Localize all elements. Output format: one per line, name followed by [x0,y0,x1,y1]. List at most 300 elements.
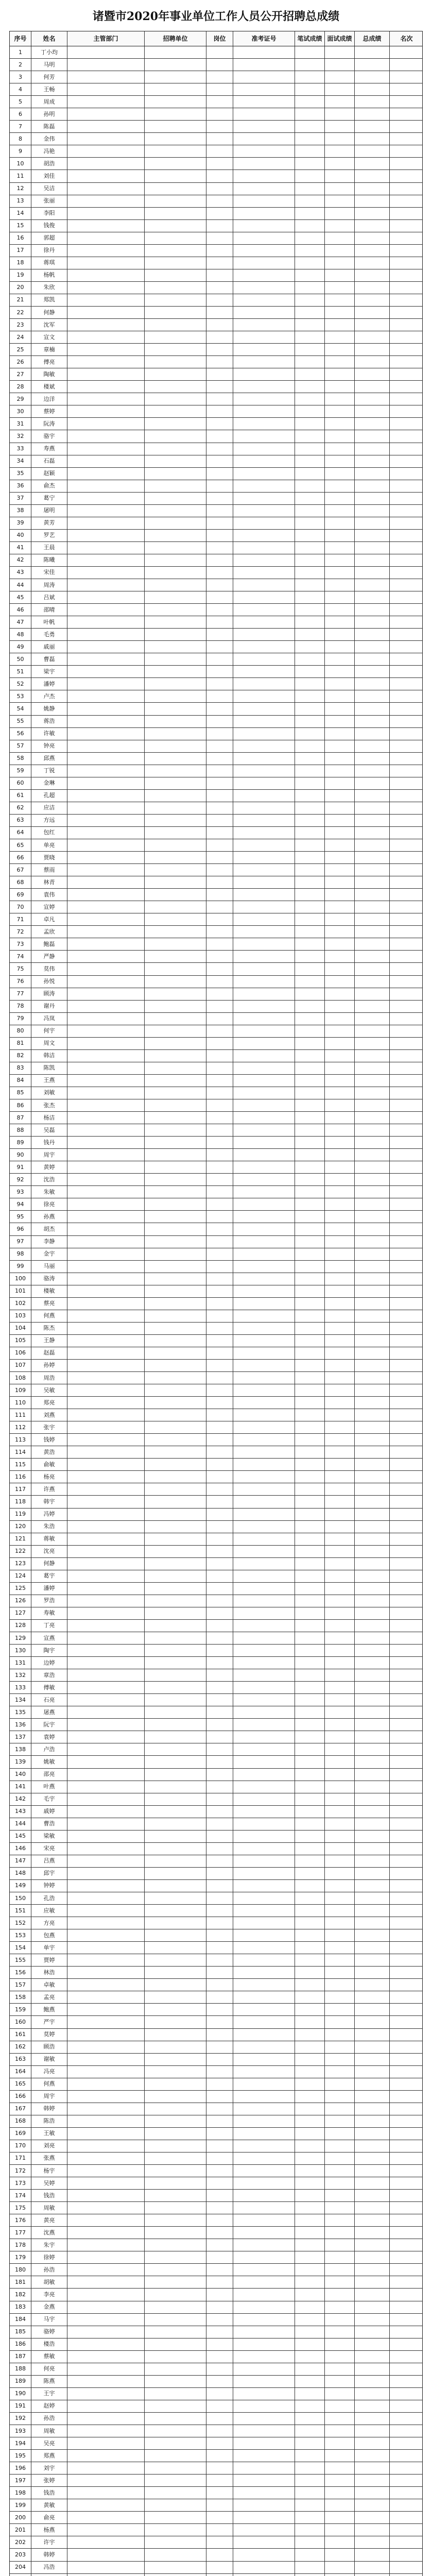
header-written-score: 笔试成绩 [295,31,325,46]
row-written-score [295,505,325,517]
row-name: 冯浩 [31,2562,67,2573]
row-written-score [295,1706,325,1718]
row-written-score [295,2214,325,2226]
row-rank [390,1967,423,1978]
row-post [206,1223,233,1235]
row-serial: 149 [10,1880,31,1892]
row-employer [145,2351,206,2363]
row-name: 孙悦 [31,976,67,988]
table-row [10,1298,422,1310]
row-name: 李静 [31,1236,67,1248]
row-serial: 158 [10,1991,31,2003]
row-written-score [295,542,325,554]
row-serial: 5 [10,96,31,108]
row-post [206,1124,233,1136]
table-row [10,815,422,827]
row-written-score [295,2388,325,2400]
row-serial: 151 [10,1905,31,1917]
row-employer [145,2041,206,2053]
row-employer [145,2562,206,2573]
row-interview-score [325,988,355,1000]
row-name: 张杰 [31,1099,67,1111]
table-row [10,220,422,232]
row-ticket [233,1583,295,1595]
row-employer [145,2499,206,2511]
row-name: 罗浩 [31,1595,67,1607]
row-rank [390,1632,423,1644]
row-rank [390,542,423,554]
row-employer [145,740,206,752]
row-total-score [355,2029,390,2041]
table-row [10,1892,422,1905]
row-interview-score [325,554,355,566]
row-employer [145,1855,206,1867]
row-serial: 49 [10,641,31,653]
row-department [67,1546,145,1557]
row-total-score [355,2450,390,2462]
row-employer [145,530,206,541]
row-interview-score [325,307,355,318]
row-name: 张燕 [31,2153,67,2164]
row-interview-score [325,815,355,826]
row-ticket [233,2499,295,2511]
row-post [206,2128,233,2140]
row-department [67,2301,145,2313]
row-department [67,2425,145,2437]
row-serial: 58 [10,753,31,765]
row-ticket [233,108,295,120]
row-interview-score [325,1372,355,1384]
table-row [10,2549,422,2561]
row-department [67,1013,145,1025]
table-row [10,2301,422,2314]
row-ticket [233,1298,295,1310]
row-total-score [355,232,390,244]
row-rank [390,1905,423,1917]
row-written-score [295,1743,325,1755]
row-written-score [295,1149,325,1161]
row-rank [390,1595,423,1607]
row-post [206,505,233,517]
row-written-score [295,1471,325,1483]
row-serial: 161 [10,2029,31,2041]
row-employer [145,1806,206,1818]
row-total-score [355,96,390,108]
row-rank [390,530,423,541]
row-employer [145,2054,206,2065]
row-ticket [233,1558,295,1570]
row-serial: 150 [10,1892,31,1904]
row-employer [145,96,206,108]
table-row [10,108,422,121]
table-row [10,678,422,690]
row-rank [390,2524,423,2536]
row-total-score [355,1917,390,1929]
row-post [206,1347,233,1359]
row-written-score [295,2016,325,2028]
row-rank [390,2314,423,2326]
table-row [10,1149,422,1161]
row-rank [390,2115,423,2127]
row-total-score [355,1706,390,1718]
row-written-score [295,567,325,579]
row-ticket [233,604,295,616]
table-row [10,1285,422,1298]
row-written-score [295,108,325,120]
row-department [67,988,145,1000]
row-rank [390,2140,423,2152]
row-rank [390,815,423,826]
row-department [67,1409,145,1421]
row-written-score [295,2227,325,2239]
table-row [10,1521,422,1533]
row-rank [390,678,423,690]
row-department [67,2165,145,2177]
row-interview-score [325,393,355,405]
row-post [206,2388,233,2400]
row-post [206,1620,233,1632]
row-department [67,1719,145,1731]
row-ticket [233,2029,295,2041]
row-rank [390,1137,423,1148]
row-total-score [355,170,390,182]
row-written-score [295,356,325,368]
row-post [206,815,233,826]
row-post [206,2227,233,2239]
row-post [206,1099,233,1111]
table-row [10,158,422,170]
table-row [10,2437,422,2450]
row-serial: 16 [10,232,31,244]
row-written-score [295,1855,325,1867]
row-employer [145,1174,206,1185]
row-interview-score [325,2177,355,2189]
row-employer [145,926,206,938]
row-total-score [355,59,390,71]
row-name: 方远 [31,815,67,826]
row-interview-score [325,2462,355,2474]
row-rank [390,889,423,901]
table-row [10,2326,422,2338]
row-name: 郑凯 [31,294,67,306]
table-row [10,1459,422,1471]
row-written-score [295,802,325,814]
row-name: 骆婷 [31,2326,67,2338]
row-ticket [233,938,295,950]
row-total-score [355,1806,390,1818]
row-serial: 186 [10,2338,31,2350]
row-name: 俞杰 [31,480,67,492]
row-total-score [355,319,390,331]
row-post [206,901,233,913]
row-interview-score [325,1013,355,1025]
row-ticket [233,158,295,170]
row-written-score [295,1632,325,1644]
row-department [67,1483,145,1495]
row-post [206,46,233,58]
row-serial: 97 [10,1236,31,1248]
row-interview-score [325,1880,355,1892]
row-department [67,1360,145,1371]
row-name: 朱敏 [31,1186,67,1198]
row-interview-score [325,1186,355,1198]
row-ticket [233,2338,295,2350]
row-written-score [295,1298,325,1310]
row-total-score [355,1236,390,1248]
row-serial: 194 [10,2437,31,2449]
row-total-score [355,1298,390,1310]
row-employer [145,1471,206,1483]
row-department [67,2536,145,2548]
row-department [67,2103,145,2115]
row-interview-score [325,1607,355,1619]
row-serial: 96 [10,1223,31,1235]
row-rank [390,1261,423,1273]
header-name: 姓名 [31,31,67,46]
row-post [206,1546,233,1557]
row-name: 朱宇 [31,2239,67,2251]
row-name: 章楠 [31,344,67,355]
row-total-score [355,1013,390,1025]
row-rank [390,1756,423,1768]
row-name: 胡浩 [31,158,67,170]
row-employer [145,2140,206,2152]
row-post [206,2190,233,2201]
row-written-score [295,2338,325,2350]
row-total-score [355,1657,390,1669]
row-rank [390,2351,423,2363]
row-name: 贾晓 [31,852,67,863]
row-rank [390,1558,423,1570]
row-total-score [355,2388,390,2400]
row-ticket [233,777,295,789]
row-serial: 15 [10,220,31,232]
row-department [67,1558,145,1570]
row-employer [145,2338,206,2350]
row-department [67,319,145,331]
row-total-score [355,1360,390,1371]
row-post [206,2462,233,2474]
row-written-score [295,889,325,901]
row-written-score [295,393,325,405]
row-interview-score [325,2041,355,2053]
row-rank [390,554,423,566]
row-name: 吴磊 [31,1124,67,1136]
row-ticket [233,926,295,938]
row-serial: 93 [10,1186,31,1198]
row-written-score [295,1793,325,1805]
row-name: 何芳 [31,71,67,83]
table-row [10,2276,422,2289]
row-written-score [295,1843,325,1855]
table-row [10,690,422,703]
row-name: 宣文 [31,331,67,343]
row-rank [390,2029,423,2041]
row-written-score [295,616,325,628]
table-row [10,1806,422,1818]
row-name: 林浩 [31,1967,67,1978]
row-name: 王静 [31,1335,67,1347]
row-total-score [355,1471,390,1483]
row-rank [390,2475,423,2486]
row-serial: 43 [10,567,31,579]
row-department [67,1248,145,1260]
row-employer [145,2202,206,2214]
row-serial: 118 [10,1496,31,1507]
row-total-score [355,1533,390,1545]
row-interview-score [325,2363,355,2375]
row-post [206,839,233,851]
table-row [10,913,422,926]
row-total-score [355,2301,390,2313]
table-row [10,1236,422,1248]
table-row [10,1509,422,1521]
row-interview-score [325,1793,355,1805]
row-total-score [355,269,390,281]
row-post [206,1310,233,1322]
row-written-score [295,1323,325,1334]
row-rank [390,1868,423,1879]
row-written-score [295,1645,325,1656]
row-department [67,2363,145,2375]
row-department [67,368,145,380]
row-employer [145,591,206,603]
row-post [206,1905,233,1917]
row-serial: 176 [10,2214,31,2226]
table-row [10,1669,422,1682]
row-serial: 51 [10,666,31,677]
table-row [10,1335,422,1347]
row-department [67,480,145,492]
row-post [206,405,233,417]
table-row [10,505,422,517]
table-row [10,790,422,802]
row-written-score [295,1533,325,1545]
row-ticket [233,2165,295,2177]
row-written-score [295,1211,325,1223]
row-post [206,2091,233,2103]
row-post [206,2276,233,2288]
row-employer [145,319,206,331]
row-total-score [355,2276,390,2288]
row-interview-score [325,802,355,814]
row-total-score [355,121,390,132]
row-ticket [233,1905,295,1917]
row-employer [145,108,206,120]
row-employer [145,629,206,640]
row-department [67,1161,145,1173]
table-row [10,938,422,951]
row-name: 蒋敏 [31,1533,67,1545]
row-ticket [233,554,295,566]
row-employer [145,393,206,405]
row-serial: 203 [10,2549,31,2561]
row-total-score [355,83,390,95]
row-department [67,430,145,442]
row-employer [145,1731,206,1743]
row-written-score [295,1062,325,1074]
row-serial: 65 [10,839,31,851]
row-name: 单亮 [31,839,67,851]
row-rank [390,1087,423,1099]
table-row [10,356,422,368]
row-employer [145,71,206,83]
row-department [67,1310,145,1322]
row-department [67,493,145,504]
row-department [67,542,145,554]
row-written-score [295,1124,325,1136]
row-written-score [295,2425,325,2437]
row-employer [145,344,206,355]
row-employer [145,1310,206,1322]
row-written-score [295,1558,325,1570]
row-employer [145,889,206,901]
table-row [10,1583,422,1595]
row-department [67,641,145,653]
row-employer [145,839,206,851]
row-rank [390,145,423,157]
row-employer [145,1161,206,1173]
table-row [10,2524,422,2536]
row-serial: 23 [10,319,31,331]
table-row [10,405,422,418]
row-employer [145,1186,206,1198]
row-written-score [295,282,325,294]
row-interview-score [325,740,355,752]
row-serial: 135 [10,1706,31,1718]
row-rank [390,2041,423,2053]
table-row [10,839,422,852]
row-post [206,913,233,925]
row-written-score [295,493,325,504]
row-post [206,1843,233,1855]
row-written-score [295,96,325,108]
row-department [67,2029,145,2041]
row-department [67,220,145,232]
table-row [10,1570,422,1583]
row-name: 张婷 [31,2475,67,2486]
row-department [67,1434,145,1446]
row-rank [390,1347,423,1359]
row-employer [145,777,206,789]
row-ticket [233,405,295,417]
row-serial: 80 [10,1025,31,1037]
row-total-score [355,1682,390,1693]
row-interview-score [325,1831,355,1842]
row-ticket [233,2264,295,2276]
row-written-score [295,2190,325,2201]
row-post [206,2562,233,2573]
row-total-score [355,889,390,901]
row-interview-score [325,1583,355,1595]
row-written-score [295,59,325,71]
row-written-score [295,1025,325,1037]
row-total-score [355,2251,390,2263]
row-post [206,1261,233,1273]
row-department [67,1620,145,1632]
row-interview-score [325,1855,355,1867]
row-total-score [355,1509,390,1520]
table-row [10,2512,422,2524]
row-rank [390,1285,423,1297]
row-rank [390,158,423,170]
row-department [67,331,145,343]
row-department [67,2091,145,2103]
row-name: 邱燕 [31,753,67,765]
row-rank [390,690,423,702]
row-serial: 111 [10,1409,31,1421]
row-post [206,2351,233,2363]
